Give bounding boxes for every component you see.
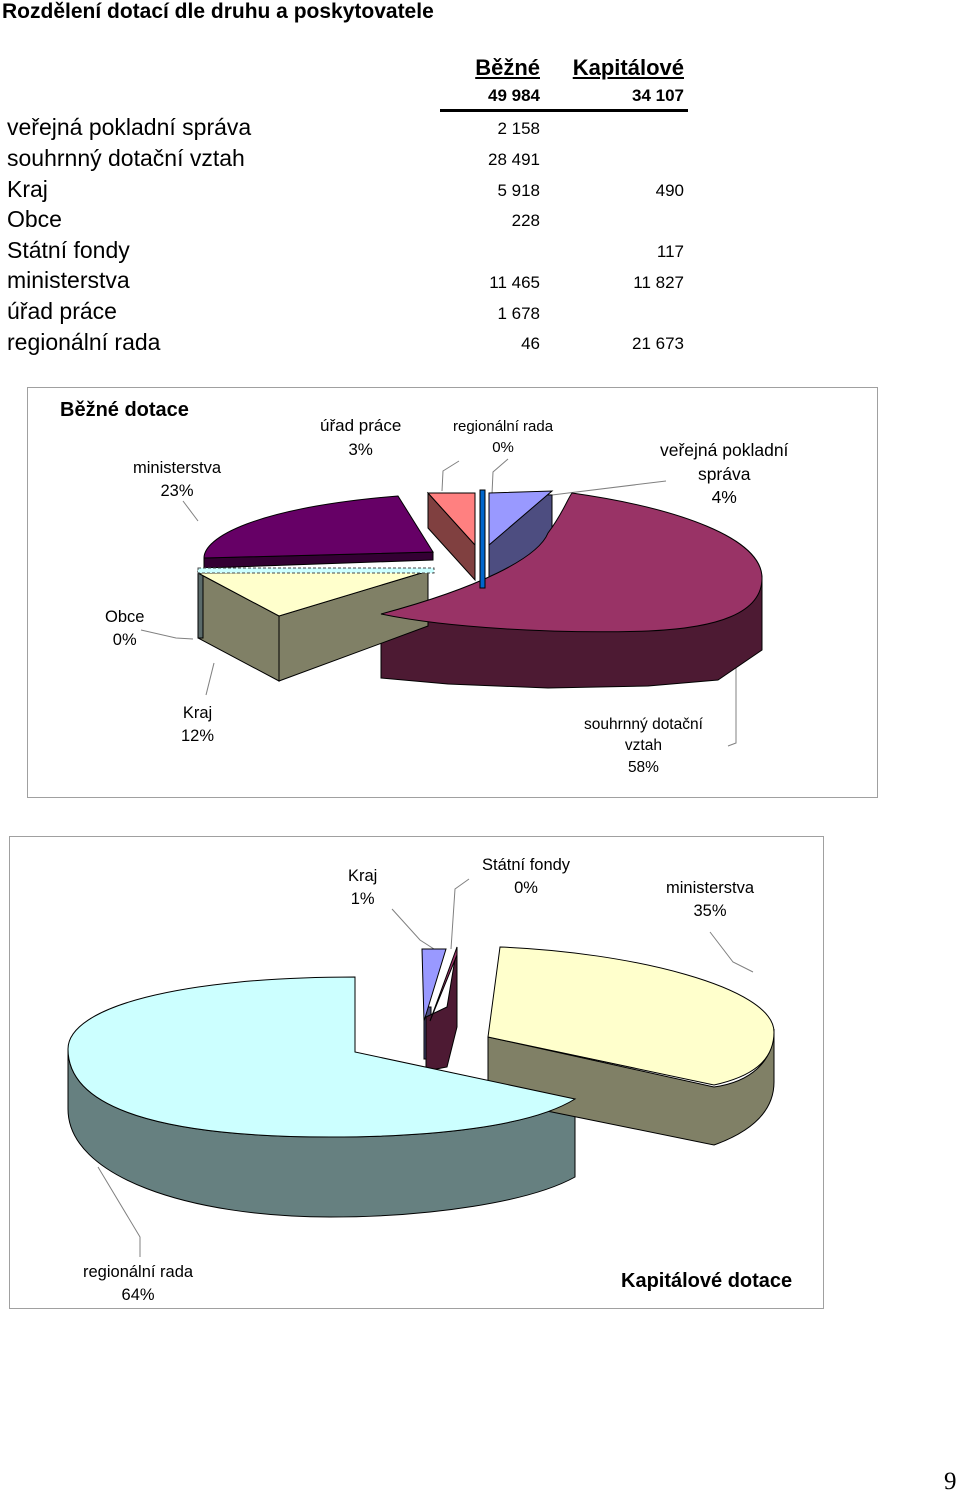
label-urad-pct: 3% bbox=[348, 439, 373, 459]
slice-ministerstva bbox=[204, 496, 433, 558]
row-label: ministerstva bbox=[7, 267, 130, 293]
leader-line-souhrnny bbox=[728, 666, 736, 746]
row-label: Státní fondy bbox=[7, 237, 130, 263]
label-obce bbox=[105, 606, 144, 652]
label-obce-pct: 0% bbox=[112, 631, 137, 650]
row-label: regionální rada bbox=[7, 329, 161, 355]
label-regionalni-2 bbox=[83, 1261, 193, 1307]
label-souhrnny-name1: souhrnný dotační bbox=[584, 716, 703, 733]
side-obce bbox=[198, 571, 203, 638]
chart-title-current: Běžné dotace bbox=[60, 399, 189, 421]
leader-line-statni bbox=[451, 879, 469, 949]
label-regionalni-2-name: regionální rada bbox=[83, 1263, 194, 1281]
slice-regionalni bbox=[480, 490, 485, 588]
label-ministerstva bbox=[133, 457, 221, 503]
label-kraj-2-name: Kraj bbox=[348, 867, 378, 885]
label-souhrnny-pct: 58% bbox=[627, 758, 659, 776]
column-header-capital: Kapitálové bbox=[572, 55, 684, 80]
label-ministerstva-name: ministerstva bbox=[133, 459, 222, 477]
table-header-rule bbox=[440, 109, 688, 112]
row-current: 1 678 bbox=[497, 304, 540, 323]
row-current: 28 491 bbox=[488, 150, 540, 169]
label-ministerstva-2 bbox=[666, 877, 754, 923]
label-urad bbox=[320, 414, 401, 462]
label-statni bbox=[482, 854, 570, 900]
leader-line-urad bbox=[442, 461, 459, 491]
leader-line-verejna bbox=[552, 481, 666, 495]
row-current: 228 bbox=[511, 211, 540, 230]
row-capital: 21 673 bbox=[632, 334, 684, 353]
row-label: veřejná pokladní správa bbox=[7, 114, 252, 140]
slice-obce bbox=[198, 568, 434, 573]
label-regionalni bbox=[453, 416, 553, 458]
label-ministerstva-2-name: ministerstva bbox=[666, 879, 755, 897]
label-ministerstva-2-pct: 35% bbox=[693, 902, 727, 921]
label-kraj bbox=[181, 702, 214, 748]
label-kraj-2-pct: 1% bbox=[350, 890, 375, 909]
row-capital: 11 827 bbox=[633, 273, 684, 292]
leader-line-ministerstva-2 bbox=[710, 932, 753, 972]
label-verejna-name2: správa bbox=[697, 463, 751, 484]
total-capital: 34 107 bbox=[632, 86, 684, 105]
row-label: Obce bbox=[7, 206, 62, 232]
row-capital: 490 bbox=[655, 181, 684, 200]
label-urad-name: úřad práce bbox=[320, 416, 402, 435]
label-regionalni-pct: 0% bbox=[492, 439, 514, 456]
label-regionalni-2-pct: 64% bbox=[121, 1286, 155, 1305]
label-verejna-pct: 4% bbox=[711, 487, 737, 508]
chart-title-capital: Kapitálové dotace bbox=[621, 1270, 793, 1292]
row-label: úřad práce bbox=[7, 298, 117, 324]
leader-line-regionalni bbox=[492, 459, 508, 494]
label-kraj-2 bbox=[348, 865, 377, 911]
total-current: 49 984 bbox=[488, 86, 540, 105]
row-current: 11 465 bbox=[489, 273, 540, 292]
capital-subsidies-chart bbox=[9, 836, 824, 1309]
row-label: souhrnný dotační vztah bbox=[7, 145, 245, 171]
label-kraj-pct: 12% bbox=[181, 727, 215, 746]
row-label: Kraj bbox=[7, 176, 48, 202]
label-ministerstva-pct: 23% bbox=[160, 482, 194, 501]
leader-line-obce bbox=[141, 630, 193, 639]
row-current: 5 918 bbox=[497, 181, 540, 200]
leader-line-ministerstva bbox=[183, 501, 198, 521]
row-current: 46 bbox=[521, 334, 540, 353]
current-subsidies-chart bbox=[27, 387, 878, 798]
label-kraj-name: Kraj bbox=[182, 704, 213, 722]
label-souhrnny-name2: vztah bbox=[624, 737, 662, 755]
label-souhrnny bbox=[584, 714, 703, 778]
column-header-current: Běžné bbox=[475, 55, 540, 80]
label-statni-pct: 0% bbox=[514, 879, 538, 898]
page-number: 9 bbox=[944, 1468, 957, 1495]
row-current: 2 158 bbox=[497, 119, 540, 138]
page-title: Rozdělení dotací dle druhu a poskytovatele bbox=[2, 0, 434, 23]
label-verejna-name1: veřejná pokladní bbox=[660, 440, 789, 460]
row-capital: 117 bbox=[656, 242, 684, 261]
label-statni-name: Státní fondy bbox=[482, 856, 571, 874]
label-regionalni-name: regionální rada bbox=[453, 418, 554, 435]
label-verejna bbox=[660, 439, 788, 510]
leader-line-kraj bbox=[206, 663, 214, 695]
leader-line-kraj-2 bbox=[392, 909, 434, 949]
label-obce-name: Obce bbox=[105, 608, 145, 626]
